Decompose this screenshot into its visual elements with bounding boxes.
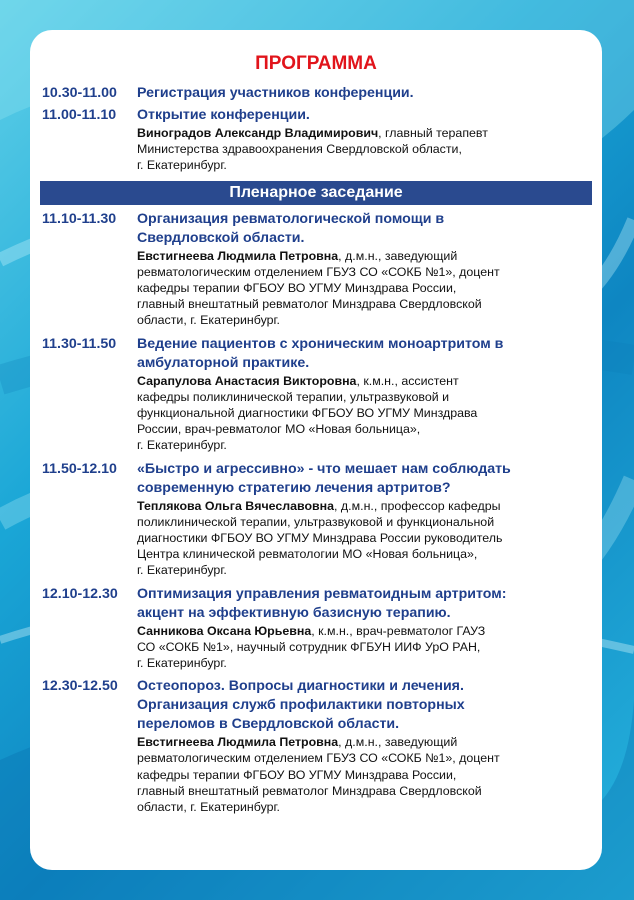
program-item: [42, 84, 590, 103]
item-speaker: [137, 373, 590, 454]
item-speaker: [137, 623, 590, 672]
item-topic: акцент на эффективную базисную терапию.: [137, 604, 451, 621]
item-time: 11.30-11.50: [42, 335, 117, 352]
program-item: [42, 585, 590, 672]
item-content: [137, 84, 590, 103]
item-topic: Ведение пациентов с хроническим моноартритом в: [137, 335, 504, 352]
speaker-line: , д.м.н., профессор кафедры: [334, 498, 501, 513]
speaker-name: Евстигнеева Людмила Петровна: [137, 735, 339, 750]
speaker-line: , д.м.н., заведующий: [338, 735, 458, 750]
speaker-name: Евстигнеева Людмила Петровна: [137, 248, 339, 263]
item-content: [137, 106, 590, 174]
program-item: [42, 335, 590, 454]
item-topic: переломов в Свердловской области.: [137, 716, 400, 733]
speaker-name: Санникова Оксана Юрьевна: [137, 623, 312, 638]
item-topic: современную стратегию лечения артритов?: [137, 479, 451, 496]
speaker-line: кафедры терапии ФГБОУ ВО УГМУ Минздрава России,: [137, 281, 457, 296]
speaker-line: России, врач-ревматолог МО «Новая больница»,: [137, 422, 421, 437]
item-topic: Открытие конференции.: [137, 107, 310, 123]
speaker-line: функциональной диагностики ФГБОУ ВО УГМУ Минздрава: [137, 406, 478, 421]
speaker-line: кафедры поликлинической терапии, ультразвуковой и: [137, 389, 450, 404]
item-time: 12.30-12.50: [42, 678, 118, 695]
speaker-line: главный внештатный ревматолог Минздрава Свердловской: [137, 297, 482, 312]
speaker-line: кафедры терапии ФГБОУ ВО УГМУ Минздрава России,: [137, 767, 457, 782]
program-item: [42, 106, 590, 174]
item-topic: Остеопороз. Вопросы диагностики и лечения.: [137, 678, 464, 695]
item-speaker: [137, 125, 590, 174]
item-time: 11.00-11.10: [42, 107, 117, 123]
program-item: [42, 677, 590, 815]
speaker-line: , к.м.н., ассистент: [356, 373, 459, 388]
item-time: 11.10-11.30: [42, 210, 117, 227]
item-speaker: [137, 734, 590, 815]
item-content: [137, 585, 590, 672]
speaker-line: г. Екатеринбург.: [137, 438, 227, 453]
item-content: [137, 335, 590, 454]
item-time: 11.50-12.10: [42, 460, 117, 477]
speaker-line: области, г. Екатеринбург.: [137, 800, 280, 815]
speaker-line: СО «СОКБ №1», научный сотрудник ФГБУН ИИФ УрО РАН,: [137, 639, 481, 654]
item-topic: Свердловской области.: [137, 229, 305, 246]
item-content: [137, 460, 590, 579]
item-speaker: [137, 498, 590, 579]
speaker-line: поликлинической терапии, ультразвуковой и функциональной: [137, 514, 495, 529]
speaker-line: Центра клинической ревматологии МО «Новая больница»,: [137, 547, 478, 562]
speaker-line: диагностики ФГБОУ ВО УГМУ Минздрава России руководитель: [137, 531, 503, 546]
speaker-line: г. Екатеринбург.: [137, 656, 227, 671]
speaker-name: Виноградов Александр Владимирович: [137, 126, 379, 140]
speaker-line: главный внештатный ревматолог Минздрава Свердловской: [137, 783, 482, 798]
program-item: [42, 460, 590, 579]
item-speaker: [137, 248, 590, 329]
speaker-line: г. Екатеринбург.: [137, 158, 227, 173]
item-topic: «Быстро и агрессивно» - что мешает нам соблюдать: [137, 460, 511, 477]
program-title: ПРОГРАММА: [255, 53, 377, 74]
item-time: 12.10-12.30: [42, 585, 118, 602]
item-topic: Организация ревматологической помощи в: [137, 210, 445, 227]
item-topic: Регистрация участников конференции.: [137, 85, 414, 101]
item-topic: амбулаторной практике.: [137, 354, 310, 371]
speaker-line: , к.м.н., врач-ревматолог ГАУЗ: [311, 623, 486, 638]
speaker-line: области, г. Екатеринбург.: [137, 313, 280, 328]
item-content: [137, 677, 590, 815]
speaker-line: г. Екатеринбург.: [137, 563, 227, 578]
program-item: [42, 210, 590, 329]
program-card: [30, 30, 602, 870]
item-content: [137, 210, 590, 329]
speaker-line: , главный терапевт: [378, 126, 488, 140]
item-time: 10.30-11.00: [42, 85, 117, 101]
speaker-line: , д.м.н., заведующий: [338, 248, 458, 263]
speaker-line: Министерства здравоохранения Свердловской области,: [137, 142, 462, 157]
item-topic: Оптимизация управления ревматоидным артритом:: [137, 585, 507, 602]
speaker-name: Сарапулова Анастасия Викторовна: [137, 373, 357, 388]
section-banner: Пленарное заседание: [40, 181, 592, 205]
item-topic: Организация служб профилактики повторных: [137, 697, 465, 714]
speaker-line: ревматологическим отделением ГБУЗ СО «СОКБ №1», доцент: [137, 264, 500, 279]
speaker-line: ревматологическим отделением ГБУЗ СО «СОКБ №1», доцент: [137, 751, 500, 766]
speaker-name: Теплякова Ольга Вячеславовна: [137, 498, 335, 513]
